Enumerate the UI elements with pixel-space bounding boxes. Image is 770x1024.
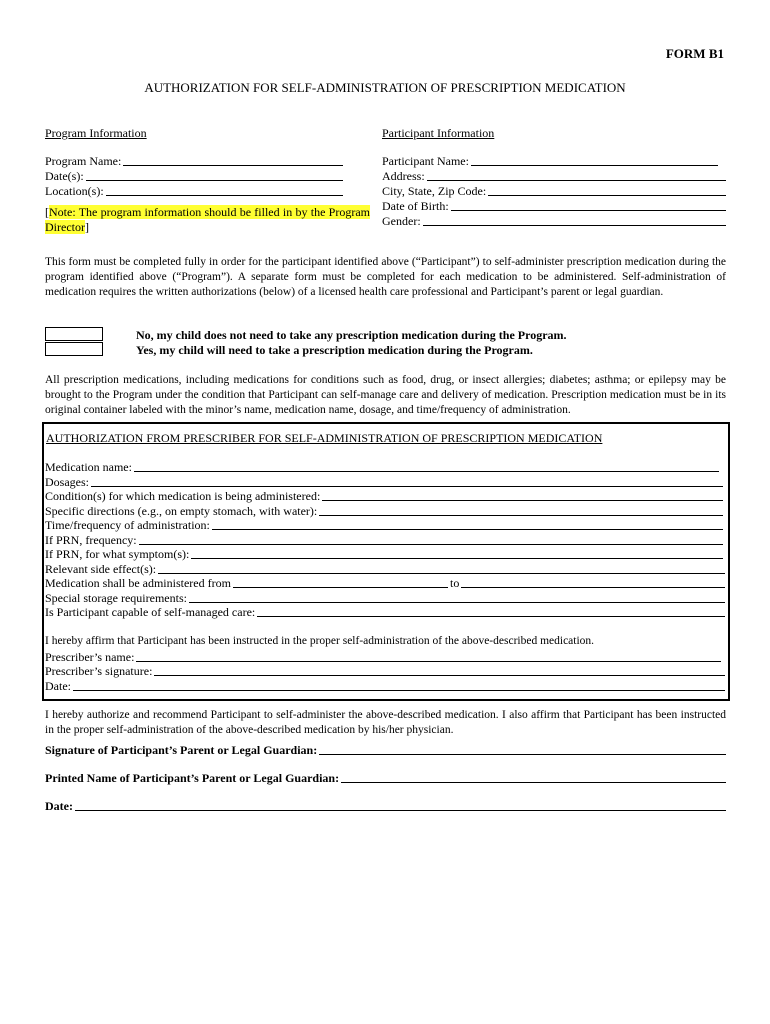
parent-printed-name-field[interactable]: [45, 771, 726, 786]
prescriber-date-field[interactable]: [45, 679, 725, 694]
prescriber-signature-label: Prescriber’s signature:: [45, 664, 153, 678]
no-medication-option: No, my child does not need to take any prescription medication during the Program.: [136, 328, 567, 342]
medications-paragraph: All prescription medications, including medications for conditions such as food, drug, or insect allergies; diabetes; asthma; or epilepsy may be brought to the Program under the condition that Participant can self-manage care and delivery of medication. Prescription medication must be in its original container labeled with the minor’s name, medication name, dosage, and time/frequency of administration.: [45, 374, 726, 416]
prescriber-heading: AUTHORIZATION FROM PRESCRIBER FOR SELF-ADMINISTRATION OF PRESCRIPTION MEDICATION: [46, 431, 603, 445]
program-location-label: Location(s):: [45, 184, 104, 198]
prescriber-affirmation: I hereby affirm that Participant has been instructed in the proper self-administration of the above-described medication.: [45, 635, 595, 647]
participant-csz-label: City, State, Zip Code:: [382, 184, 487, 198]
participant-info-heading: Participant Information: [382, 126, 495, 140]
program-name-field[interactable]: [45, 154, 343, 169]
yes-medication-checkbox[interactable]: [45, 342, 103, 356]
page-title: AUTHORIZATION FOR SELF-ADMINISTRATION OF PRESCRIPTION MEDICATION: [144, 80, 626, 95]
note-close-bracket: ]: [84, 220, 89, 234]
participant-gender-label: Gender:: [382, 214, 421, 228]
parent-date-label: Date:: [45, 799, 73, 813]
participant-gender-field[interactable]: [382, 214, 726, 229]
program-dates-field[interactable]: [45, 169, 343, 184]
frequency-field[interactable]: [45, 518, 723, 533]
prescriber-name-field[interactable]: [45, 650, 721, 665]
administered-to-label: to: [450, 576, 460, 590]
participant-csz-field[interactable]: [382, 184, 726, 199]
dosages-label: Dosages:: [45, 475, 89, 489]
participant-dob-field[interactable]: [382, 199, 726, 214]
directions-label: Specific directions (e.g., on empty stomach, with water):: [45, 504, 318, 518]
condition-label: Condition(s) for which medication is being administered:: [45, 489, 321, 503]
dosages-field[interactable]: [45, 475, 723, 490]
self-managed-label: Is Participant capable of self-managed care:: [45, 605, 256, 619]
frequency-label: Time/frequency of administration:: [45, 518, 210, 532]
administered-to-field[interactable]: [450, 576, 725, 591]
storage-label: Special storage requirements:: [45, 591, 187, 605]
parent-date-field[interactable]: [45, 799, 726, 814]
no-medication-checkbox[interactable]: [45, 327, 103, 341]
prescriber-name-label: Prescriber’s name:: [45, 650, 135, 664]
side-effects-field[interactable]: [45, 562, 725, 577]
note-open-bracket: [: [45, 205, 49, 219]
note-highlight: Note: The program information should be filled in by the Program Director: [45, 205, 370, 234]
participant-dob-label: Date of Birth:: [382, 199, 449, 213]
intro-paragraph: This form must be completed fully in order for the participant identified above (“Participant”) to self-administer prescription medication during the program identified above (“Program”). A separate form must be completed for each medication to be administered. Self-administration of medication requires the written authorizations (below) of a licensed health care professional and Participant’s parent or legal guardian.: [45, 256, 726, 298]
directions-field[interactable]: [45, 504, 723, 519]
prescriber-signature-field[interactable]: [45, 664, 725, 679]
storage-field[interactable]: [45, 591, 725, 606]
side-effects-label: Relevant side effect(s):: [45, 562, 157, 576]
parent-signature-field[interactable]: [45, 743, 726, 758]
form-id: FORM B1: [665, 46, 724, 61]
participant-address-field[interactable]: [382, 169, 726, 184]
medication-name-field[interactable]: [45, 460, 719, 475]
program-location-field[interactable]: [45, 184, 343, 199]
prn-frequency-label: If PRN, frequency:: [45, 533, 137, 547]
parent-printed-name-label: Printed Name of Participant’s Parent or Legal Guardian:: [45, 771, 340, 785]
administered-from-label: Medication shall be administered from: [45, 576, 231, 590]
program-dates-label: Date(s):: [45, 169, 84, 183]
participant-name-field[interactable]: [382, 154, 718, 169]
yes-medication-option: Yes, my child will need to take a prescription medication during the Program.: [136, 343, 533, 357]
condition-field[interactable]: [45, 489, 723, 504]
prn-frequency-field[interactable]: [45, 533, 723, 548]
program-name-label: Program Name:: [45, 154, 122, 168]
parent-signature-label: Signature of Participant’s Parent or Legal Guardian:: [45, 743, 318, 757]
prn-symptoms-label: If PRN, for what symptom(s):: [45, 547, 190, 561]
program-note: [45, 205, 370, 235]
participant-address-label: Address:: [382, 169, 425, 183]
administered-from-field[interactable]: [45, 576, 448, 591]
participant-name-label: Participant Name:: [382, 154, 469, 168]
prn-symptoms-field[interactable]: [45, 547, 723, 562]
medication-name-label: Medication name:: [45, 460, 132, 474]
program-info-heading: Program Information: [45, 126, 147, 140]
parent-paragraph: I hereby authorize and recommend Participant to self-administer the above-described medication. I also affirm that Participant has been instructed in the proper self-administration of the above-described medication by his/her physician.: [45, 709, 726, 736]
self-managed-field[interactable]: [45, 605, 725, 620]
prescriber-date-label: Date:: [45, 679, 71, 693]
